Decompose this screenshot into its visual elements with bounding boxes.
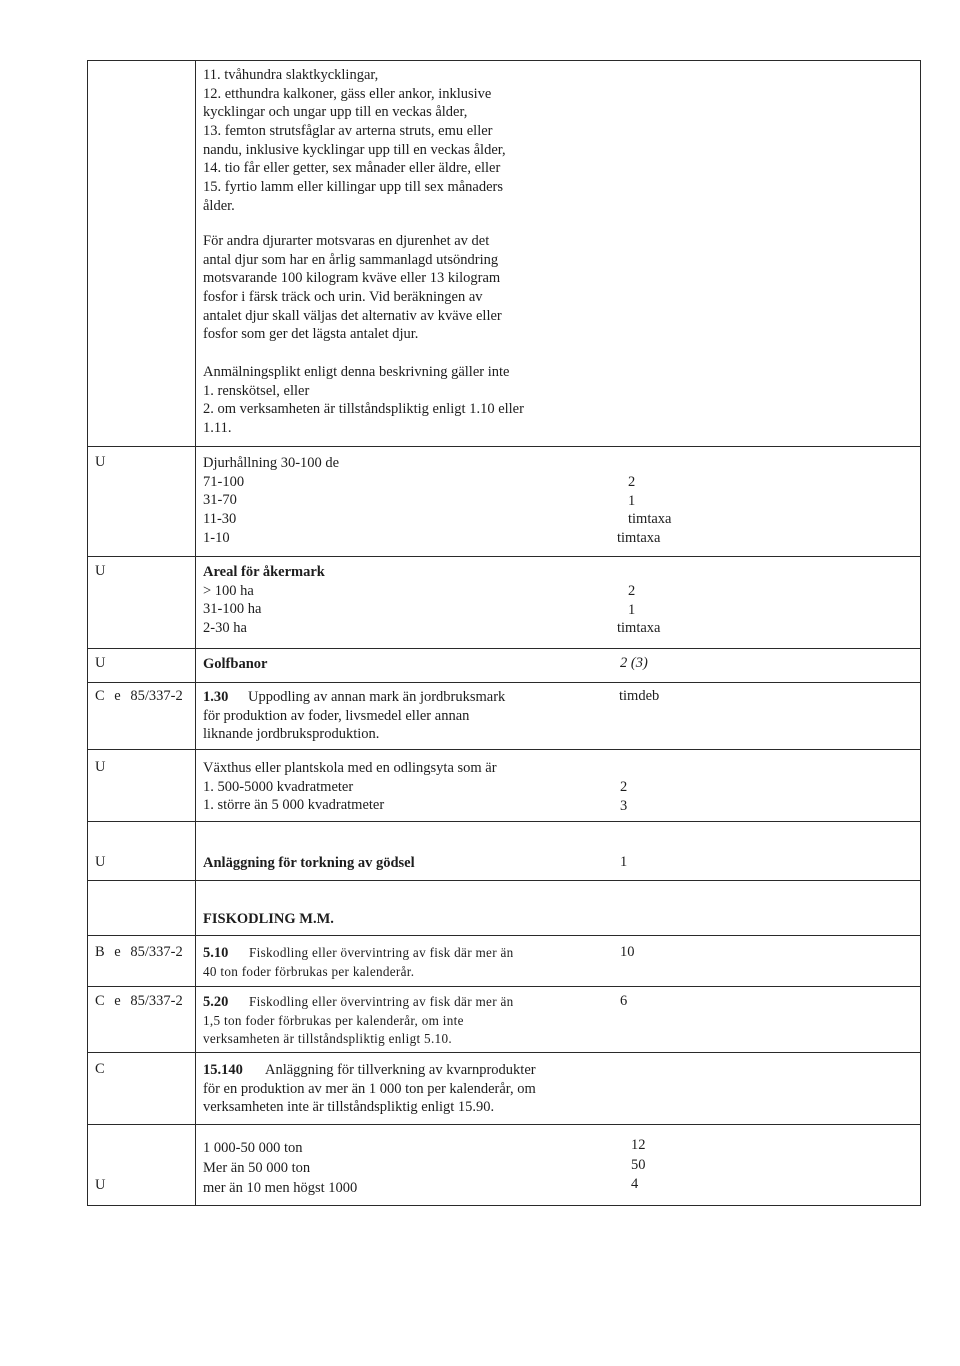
row-code: C e 85/337-2: [95, 993, 183, 1009]
row-divider: [87, 986, 921, 987]
description-line: Anläggning för tillverkning av kvarnprodukter: [265, 1062, 536, 1078]
description-line: Växthus eller plantskola med en odlingsyta som är: [203, 760, 497, 776]
fee-value: 3: [620, 797, 628, 814]
fisk-520-cell: [203, 993, 514, 1049]
fee-value: 1: [620, 854, 628, 870]
uppodling-cell: [203, 688, 505, 744]
range-item: 31-100 ha: [203, 601, 262, 618]
row-divider: [87, 556, 921, 557]
list-item: kycklingar och ungar upp till en veckas ålder,: [203, 104, 468, 121]
fee-value: timdeb: [619, 688, 660, 704]
row-divider: [87, 821, 921, 822]
fee-value: 6: [620, 993, 628, 1009]
areal-values: [617, 582, 661, 638]
section-number: 5.10: [203, 945, 229, 961]
list-item: ålder.: [203, 197, 235, 214]
range-item: mer än 10 men högst 1000: [203, 1180, 358, 1196]
fee-value: 2 (3): [620, 655, 648, 671]
kvarn-cell: [203, 1061, 536, 1117]
paragraph-line: Anmälningsplikt enligt denna beskrivning gäller inte: [203, 364, 510, 380]
row-code: U: [95, 563, 106, 579]
paragraph-line: För andra djurarter motsvaras en djurenhet av det: [203, 233, 490, 249]
row-code: U: [95, 854, 106, 870]
description-line: liknande jordbruksproduktion.: [203, 726, 380, 743]
list-item: 12. etthundra kalkoner, gäss eller ankor, inklusive: [203, 85, 492, 102]
fee-value: 2: [628, 583, 636, 599]
row-code: B e 85/337-2: [95, 944, 183, 960]
row-code: U: [95, 759, 106, 775]
row-code: U: [95, 1177, 106, 1193]
row-code: C: [95, 1061, 105, 1077]
range-item: Mer än 50 000 ton: [203, 1160, 311, 1176]
table-border-left: [87, 60, 88, 1205]
kvarn-u-values: [631, 1136, 646, 1195]
djurhallning-cell: [203, 454, 339, 547]
paragraph-line: fosfor i färsk träck och urin. Vid beräkningen av: [203, 289, 483, 306]
intro-list: [203, 66, 506, 216]
range-item: 31-70: [203, 492, 237, 509]
section-number: 1.30: [203, 689, 229, 705]
description-line: för en produktion av mer än 1 000 ton per kalenderår, om: [203, 1080, 536, 1097]
djurenhet-paragraph: [203, 232, 502, 344]
fee-value: 50: [631, 1156, 646, 1173]
row-divider: [87, 446, 921, 447]
row-divider: [87, 648, 921, 649]
paragraph-line: 1.11.: [203, 420, 232, 437]
fee-value: 2: [628, 474, 636, 490]
range-item: 1-10: [203, 529, 230, 546]
row-code: U: [95, 454, 106, 470]
paragraph-line: fosfor som ger det lägsta antalet djur.: [203, 326, 419, 343]
row-code: U: [95, 655, 106, 671]
list-item: 15. fyrtio lamm eller killingar upp till sex månaders: [203, 179, 503, 196]
areal-cell: [203, 563, 325, 638]
fee-value: 10: [620, 944, 635, 960]
table-border-top: [87, 60, 921, 61]
range-item: 71-100: [203, 473, 245, 490]
table-border-bottom: [87, 1205, 921, 1206]
row-divider: [87, 749, 921, 750]
description-line: 40 ton foder förbrukas per kalenderår.: [203, 963, 415, 979]
anmalningsplikt-paragraph: [203, 363, 524, 438]
row-title: Djurhållning 30-100 de: [203, 455, 340, 471]
range-item: > 100 ha: [203, 582, 254, 599]
row-code: C e 85/337-2: [95, 688, 183, 704]
fee-value: timtaxa: [617, 530, 661, 547]
vaxthus-cell: [203, 759, 497, 815]
list-item: 11. tvåhundra slaktkycklingar,: [203, 67, 379, 83]
vaxthus-values: [620, 778, 627, 815]
row-divider: [87, 682, 921, 683]
row-title: Areal för åkermark: [203, 564, 325, 580]
table-border-right: [920, 60, 921, 1205]
list-item: nandu, inklusive kycklingar upp till en veckas ålder,: [203, 141, 506, 158]
list-item: 14. tio får eller getter, sex månader eller äldre, eller: [203, 160, 501, 177]
range-item: 11-30: [203, 511, 237, 528]
row-divider: [87, 880, 921, 881]
row-divider: [87, 935, 921, 936]
row-divider: [87, 1052, 921, 1053]
fee-value: 1: [628, 492, 636, 509]
fee-value: timtaxa: [617, 620, 661, 637]
section-number: 15.140: [203, 1062, 243, 1078]
section-heading: FISKODLING M.M.: [203, 911, 334, 927]
range-item: 2-30 ha: [203, 620, 247, 637]
fee-value: 2: [620, 779, 628, 795]
fisk-510-cell: [203, 944, 514, 981]
list-item: 13. femton strutsfåglar av arterna struts, emu eller: [203, 123, 493, 140]
range-item: 1 000-50 000 ton: [203, 1140, 303, 1156]
description-line: Fiskodling eller övervintring av fisk där mer än: [249, 945, 514, 960]
description-line: 1. större än 5 000 kvadratmeter: [203, 797, 385, 814]
paragraph-line: antal djur som har en årlig sammanlagd utsöndring: [203, 251, 499, 268]
description-line: Uppodling av annan mark än jordbruksmark: [248, 689, 506, 705]
paragraph-line: antalet djur skall väljas det alternativ av kväve eller: [203, 307, 502, 324]
description-line: 1. 500-5000 kvadratmeter: [203, 778, 354, 795]
kvarn-u-cell: [203, 1138, 357, 1198]
description-line: för produktion av foder, livsmedel eller annan: [203, 707, 470, 724]
description-line: verksamheten inte är tillståndspliktig enligt 15.90.: [203, 1099, 495, 1116]
paragraph-line: 1. renskötsel, eller: [203, 382, 310, 399]
section-number: 5.20: [203, 994, 229, 1010]
paragraph-line: motsvarande 100 kilogram kväve eller 13 kilogram: [203, 270, 501, 287]
row-divider: [87, 1124, 921, 1125]
description-line: 1,5 ton foder förbrukas per kalenderår, om inte: [203, 1012, 464, 1028]
fee-value: timtaxa: [628, 511, 672, 528]
description-line: verksamheten är tillståndspliktig enligt 5.10.: [203, 1031, 452, 1047]
row-title: Anläggning för torkning av gödsel: [203, 855, 415, 871]
column-divider: [195, 60, 196, 1205]
fee-value: 12: [631, 1137, 646, 1153]
fee-value: 1: [628, 601, 636, 618]
fee-value: 4: [631, 1176, 639, 1192]
djurhallning-values: [617, 473, 672, 548]
paragraph-line: 2. om verksamheten är tillståndspliktig enligt 1.10 eller: [203, 401, 524, 418]
row-title: Golfbanor: [203, 656, 268, 672]
description-line: Fiskodling eller övervintring av fisk där mer än: [249, 994, 514, 1009]
